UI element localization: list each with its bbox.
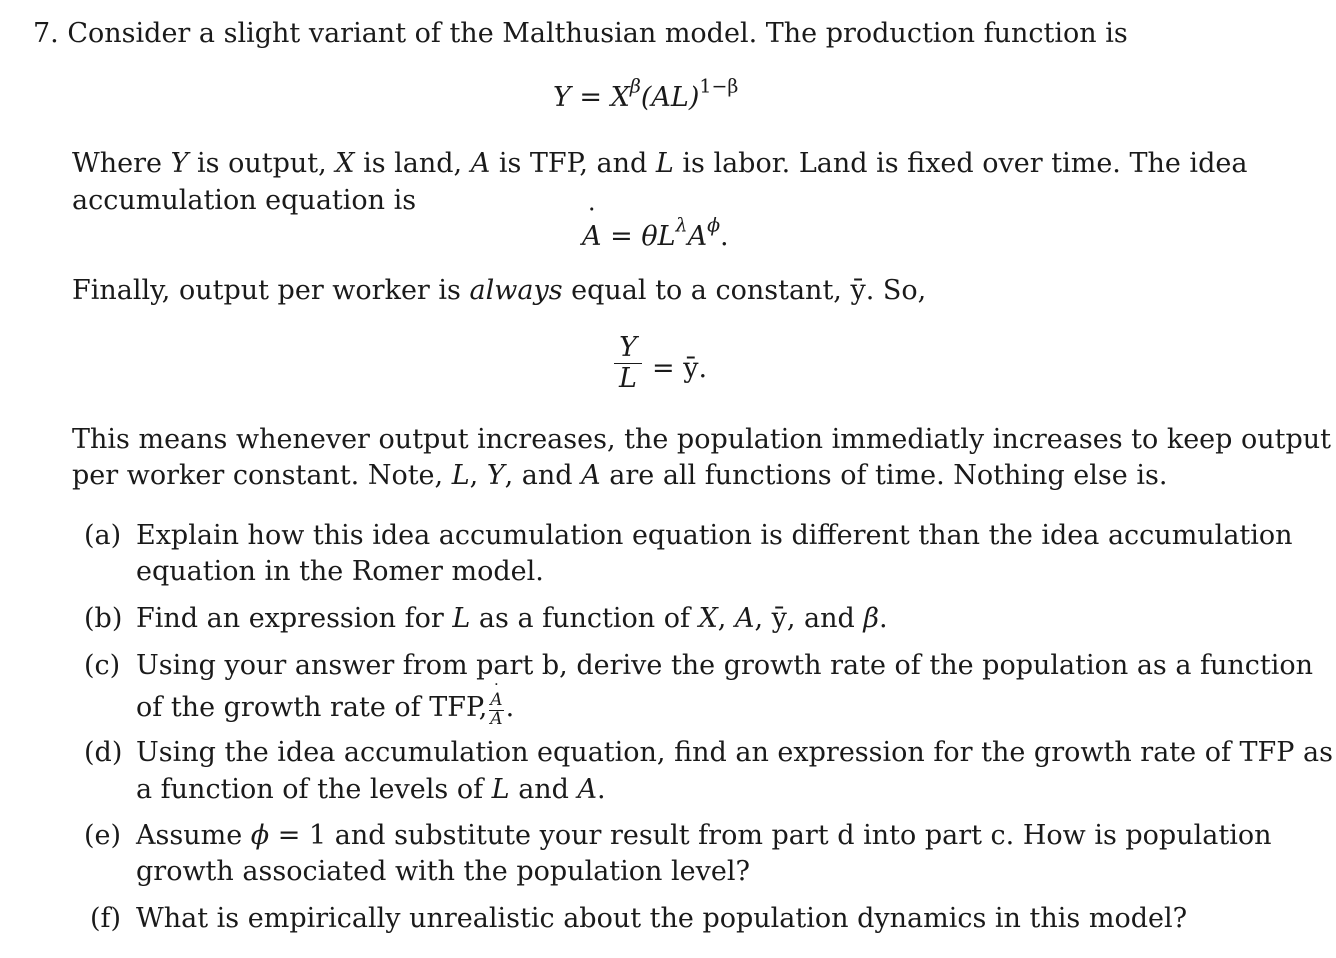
part-d-line-1: Using the idea accumulation equation, find an expression for the growth rate of TFP as [136,737,1333,768]
part-f-line-1: What is empirically unrealistic about the population dynamics in this model? [136,903,1188,934]
problem-number: 7. [33,18,59,49]
part-e-label: (e) [84,820,122,851]
part-c-line-2: of the growth rate of TFP, $\frac{A ˙}{A}$ . [136,692,514,729]
part-c-line-1: Using your answer from part b, derive the growth rate of the population as a function [136,650,1314,681]
fraction-numerator: Y [619,332,637,363]
part-f-label: (f) [90,903,122,934]
part-e-line-2: growth associated with the population level? [136,856,750,887]
means-line-1: This means whenever output increases, the population immediatly increases to keep output [72,424,1332,455]
ratio-rhs: = ȳ. [652,353,708,384]
problem-intro: Consider a slight variant of the Malthusian model. The production function is [67,18,1128,49]
production-equation: $Y = X^\beta(AL)^{1-\beta}$ [553,75,739,113]
finally-line: Finally, output per worker is always equal to a constant, ȳ. So, [72,275,927,306]
part-d-label: (d) [84,737,123,768]
part-c-label: (c) [84,650,121,681]
part-a-line-1: Explain how this idea accumulation equation is different than the idea accumulation [136,520,1293,551]
where-line-2: accumulation equation is [72,185,417,216]
problem-header [33,20,1128,47]
part-e-line-1: Assume ϕ = 1 and substitute your result from part d into part c. How is population [136,820,1272,851]
idea-accumulation-equation: A ˙ = $\theta L^\lambda A^\phi$. [582,223,729,250]
part-b-line-1: Find an expression for L as a function of X, A, ȳ, and β. [136,603,888,634]
where-line-1: Where Y is output, X is land, A is TFP, and L is labor. Land is fixed over time. The idea [72,148,1248,179]
part-b-label: (b) [84,603,123,634]
ratio-fraction [614,333,642,393]
part-a-line-2: equation in the Romer model. [136,556,544,587]
part-d-line-2: a function of the levels of L and A. [136,774,606,805]
means-line-2: per worker constant. Note, L, Y, and A are all functions of time. Nothing else is. [72,460,1168,491]
part-a-label: (a) [84,520,122,551]
tfp-growth-fraction: $\frac{A ˙}{A}$ [489,692,503,729]
fraction-denominator: L [619,362,637,394]
